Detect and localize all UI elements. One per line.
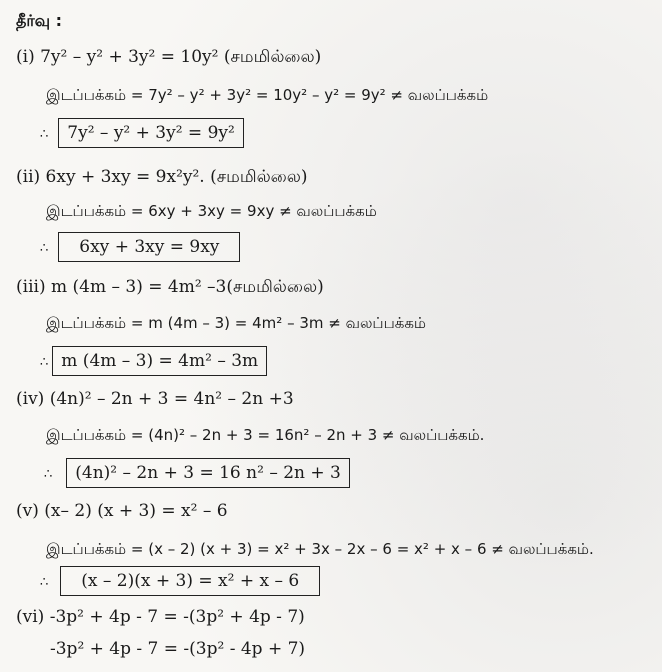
working-i: இடப்பக்கம் = 7y² – y² + 3y² = 10y² – y² = 9y² ≠ வலப்பக்கம் [46,86,489,104]
answer-box-v: (x – 2)(x + 3) = x² + x – 6 [60,566,320,596]
answer-row-i [40,118,244,148]
statement-i: (i) 7y² – y² + 3y² = 10y² (சமமில்லை) [16,47,322,67]
statement-v: (v) (x– 2) (x + 3) = x² – 6 [16,501,228,521]
solution-heading: தீர்வு : [16,11,63,30]
answer-row-iv [44,458,350,488]
therefore-icon: ∴ [44,467,53,482]
statement-iv: (iv) (4n)² – 2n + 3 = 4n² – 2n +3 [16,389,294,409]
statement-iii: (iii) m (4m – 3) = 4m² –3(சமமில்லை) [16,277,324,297]
answer-box-i: 7y² – y² + 3y² = 9y² [58,118,244,148]
therefore-icon: ∴ [40,355,49,370]
statement-vi: (vi) -3p² + 4p - 7 = -(3p² + 4p - 7) [16,607,305,627]
answer-row-v [40,566,320,596]
answer-box-iii: m (4m – 3) = 4m² – 3m [52,346,267,376]
therefore-icon: ∴ [40,575,49,590]
working-ii: இடப்பக்கம் = 6xy + 3xy = 9xy ≠ வலப்பக்கம் [46,202,377,220]
working-vi: -3p² + 4p - 7 = -(3p² - 4p + 7) [50,639,306,659]
answer-row-iii [40,346,267,376]
answer-box-iv: (4n)² – 2n + 3 = 16 n² – 2n + 3 [66,458,350,488]
answer-box-ii: 6xy + 3xy = 9xy [58,232,240,262]
answer-row-ii [40,232,240,262]
working-iii: இடப்பக்கம் = m (4m – 3) = 4m² – 3m ≠ வலப்பக்கம் [46,314,426,332]
therefore-icon: ∴ [40,241,49,256]
working-v: இடப்பக்கம் = (x – 2) (x + 3) = x² + 3x – 2x – 6 = x² + x – 6 ≠ வலப்பக்கம். [46,540,594,558]
therefore-icon: ∴ [40,127,49,142]
statement-ii: (ii) 6xy + 3xy = 9x²y². (சமமில்லை) [16,167,308,187]
working-iv: இடப்பக்கம் = (4n)² – 2n + 3 = 16n² – 2n + 3 ≠ வலப்பக்கம். [46,426,485,444]
